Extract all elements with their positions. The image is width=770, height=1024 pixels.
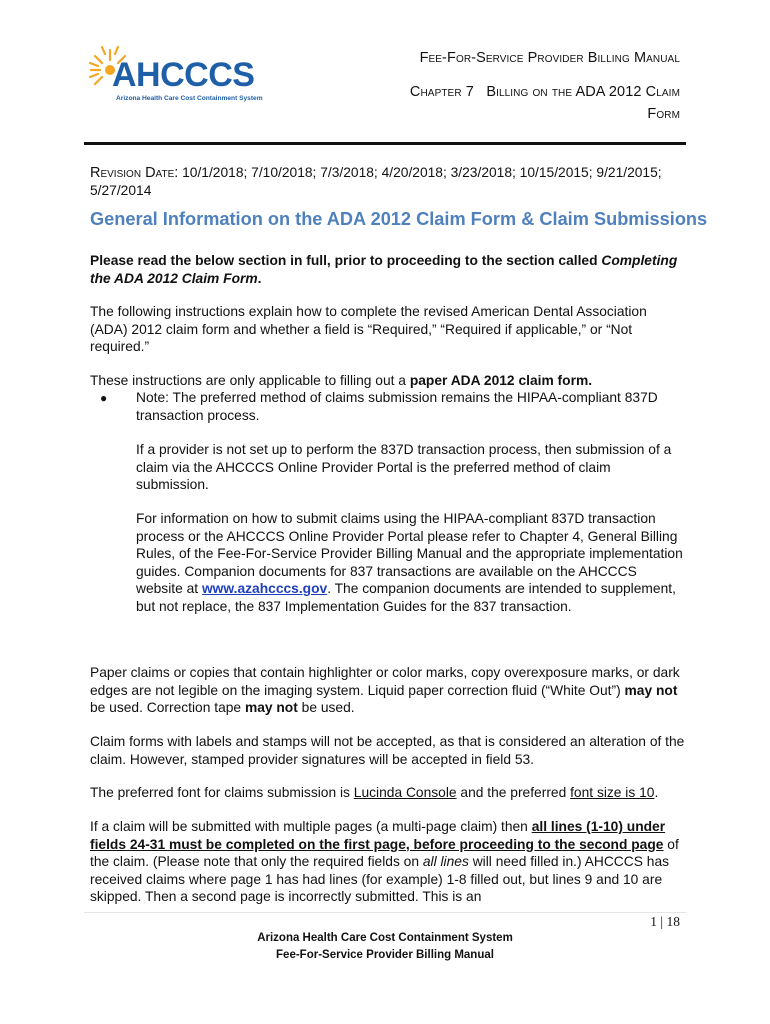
bullet-portal-paragraph: If a provider is not set up to perform the 837D transaction process, then submission of a claim via the AHCCCS Online Provider Portal is the preferred method of claim submission. bbox=[136, 442, 672, 492]
footer-manual: Fee-For-Service Provider Billing Manual bbox=[276, 949, 494, 961]
font-size: font size is 10 bbox=[570, 785, 655, 800]
intro-paragraph bbox=[90, 252, 685, 287]
logo-wordmark: AHCCCS bbox=[112, 56, 255, 94]
paragraph-applicability bbox=[90, 372, 685, 390]
font-text-a: The preferred font for claims submission is bbox=[90, 785, 354, 800]
may-not-bold-2: may not bbox=[244, 700, 298, 715]
font-text-b: and the preferred bbox=[456, 785, 571, 800]
header-manual-title: Fee-For-Service Provider Billing Manual bbox=[419, 50, 680, 66]
revision-values: 10/1/2018; 7/10/2018; 7/3/2018; 4/20/2018; 3/23/2018; 10/15/2015; 9/21/2015; 5/27/2014 bbox=[90, 165, 662, 198]
applicability-bold: paper ADA 2012 claim form. bbox=[409, 373, 593, 388]
font-text-c: . bbox=[654, 785, 659, 800]
revision-label: Revision Date: bbox=[90, 165, 179, 181]
paragraph-preferred-font bbox=[90, 784, 685, 802]
intro-section-ref: Completing the ADA 2012 Claim Form bbox=[90, 253, 678, 286]
paper-claims-text-c: be used. Correction tape bbox=[90, 700, 245, 715]
ahcccs-logo bbox=[88, 42, 288, 112]
revision-dates bbox=[90, 164, 690, 200]
paragraph-instructions: The following instructions explain how to complete the revised American Dental Association (ADA) 2012 claim form and whether a field is “Required,” “Required if applicable,” or “Not required.” bbox=[90, 304, 647, 354]
bullet-note: Note: The preferred method of claims submission remains the HIPAA-compliant 837D transaction process. bbox=[136, 390, 658, 423]
multi-page-rule-bold: all lines (1-10) under fields 24-31 must be completed on the first page, before proceeding to the second page bbox=[90, 819, 666, 852]
footer-rule bbox=[84, 912, 686, 913]
companion-text-b: . The companion documents are intended to supplement, but not replace, the 837 Implementation Guides for the 837 transaction. bbox=[136, 581, 676, 614]
paragraph-multi-page bbox=[90, 818, 685, 906]
paper-claims-text-a: Paper claims or copies that contain highlighter or color marks, copy overexposure marks, or dark edges are not legible on the imaging system. Liquid paper correction fluid (“White Out”) bbox=[90, 665, 680, 698]
multi-page-text-e: will need filled in.) AHCCCS has received claims where page 1 has had lines (for example) 1-8 filled out, but lines 9 and 10 are skipped. Then a second page is incorrectly submitted. This is an bbox=[90, 854, 670, 904]
header-chapter-title: Chapter 7 Billing on the ADA 2012 Claim bbox=[409, 84, 680, 100]
font-name: Lucinda Console bbox=[353, 785, 457, 800]
multi-page-text-a: If a claim will be submitted with multiple pages (a multi-page claim) then bbox=[90, 819, 532, 834]
header-rule bbox=[84, 142, 686, 145]
paragraph-paper-claims bbox=[90, 664, 685, 717]
multi-page-text-c: of the claim. (Please note that only the required fields on bbox=[90, 836, 679, 869]
header-chapter-title-cont: Form bbox=[647, 106, 680, 122]
logo-tagline: Arizona Health Care Cost Containment System bbox=[116, 95, 263, 102]
footer-org: Arizona Health Care Cost Containment System bbox=[257, 932, 513, 944]
paper-claims-text-e: be used. bbox=[297, 700, 355, 715]
bullet-companion-paragraph bbox=[136, 510, 685, 615]
bullet-icon: ● bbox=[100, 391, 108, 405]
intro-bold-text: Please read the below section in full, prior to proceeding to the section called bbox=[90, 253, 598, 268]
may-not-bold-1: may not bbox=[624, 682, 678, 698]
intro-end: . bbox=[257, 270, 262, 286]
all-lines-italic: all lines bbox=[422, 854, 469, 869]
section-heading: General Information on the ADA 2012 Claim Form & Claim Submissions bbox=[90, 209, 708, 229]
azahcccs-link[interactable]: www.azahcccs.gov bbox=[201, 581, 328, 596]
paragraph-labels-stamps: Claim forms with labels and stamps will not be accepted, as that is considered an alteration of the claim. However, stamped provider signatures will be accepted in field 53. bbox=[90, 734, 685, 767]
page-number: 1 | 18 bbox=[650, 914, 680, 929]
companion-text-a: For information on how to submit claims using the HIPAA-compliant 837D transaction process or the AHCCCS Online Provider Portal please refer to Chapter 4, General Billing Rules, of the Fee-For-Service Provider Billing Manual and the appropriate implementation guides. Companion documents for 837 transactions are available on the AHCCCS website at bbox=[136, 511, 683, 596]
applicability-text: These instructions are only applicable to filling out a bbox=[90, 373, 410, 388]
